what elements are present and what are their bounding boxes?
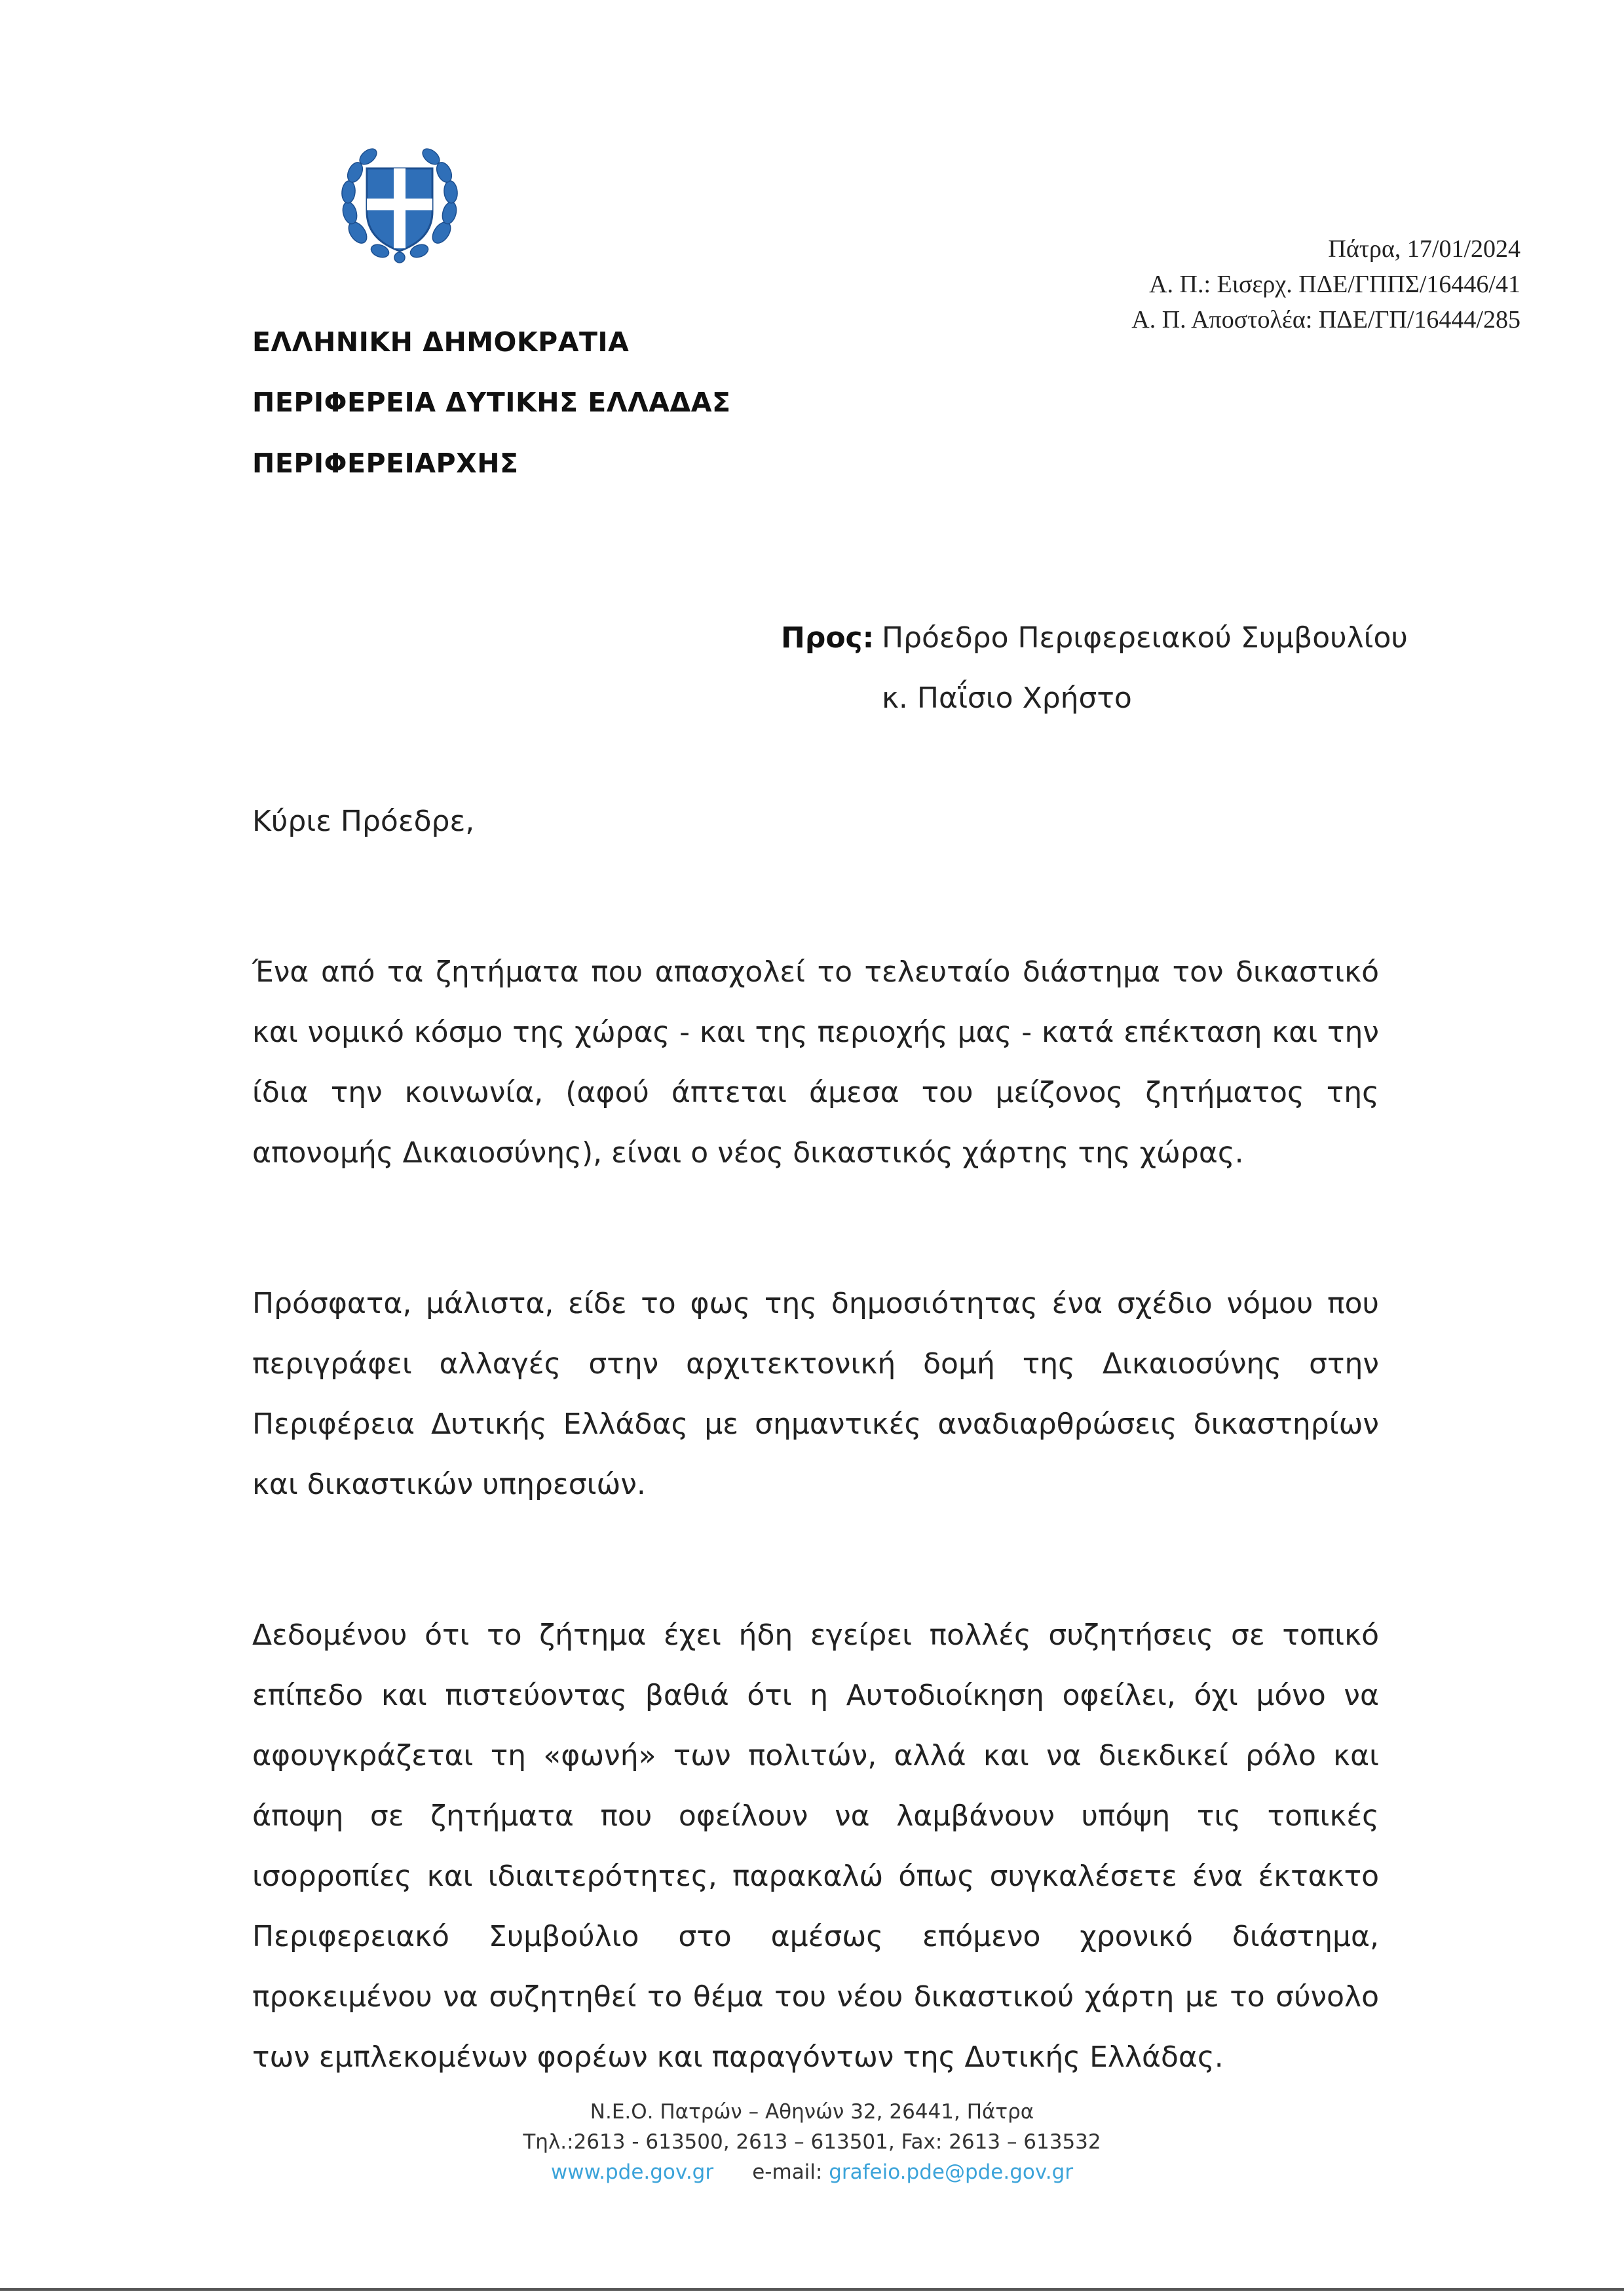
footer-address: Ν.Ε.Ο. Πατρών – Αθηνών 32, 26441, Πάτρα — [590, 2100, 1034, 2124]
recipient-title: Πρόεδρο Περιφερειακού Συμβουλίου — [882, 621, 1408, 655]
email-label: e-mail: — [752, 2160, 823, 2184]
recipient-name: κ. Παΐσιο Χρήστο — [882, 681, 1132, 715]
website-link[interactable]: www.pde.gov.gr — [550, 2160, 714, 2184]
reference-block — [1131, 231, 1520, 337]
footer-contacts — [0, 2157, 1624, 2187]
org-line-governor: ΠΕΡΙΦΕΡΕΙΑΡΧΗΣ — [252, 448, 519, 479]
salutation: Κύριε Πρόεδρε, — [252, 805, 475, 838]
body-paragraph-1: Ένα από τα ζητήματα που απασχολεί το τελευταίο διάστημα τον δικαστικό και νομικό κόσμο της χώρας - και της περιοχής μας - κατά επέκταση και την ίδια την κοινωνία, (αφού άπτεται άμεσα του μείζονος ζητήματος της απονομής Δικαιοσύνης), είναι ο νέος δικαστικός χάρτης της χώρας. — [252, 955, 1379, 1170]
protocol-incoming: Α. Π.: Εισερχ. ΠΔΕ/ΓΠΠΣ/16446/41 — [1149, 271, 1520, 298]
protocol-sender: Α. Π. Αποστολέα: ΠΔΕ/ΓΠ/16444/285 — [1131, 306, 1520, 334]
place-date: Πάτρα, 17/01/2024 — [1328, 235, 1520, 263]
recipient-label: Προς: — [781, 621, 875, 655]
bottom-divider — [0, 2288, 1624, 2291]
email-link[interactable]: grafeio.pde@pde.gov.gr — [829, 2160, 1074, 2184]
body-paragraph-3: Δεδομένου ότι το ζήτημα έχει ήδη εγείρει πολλές συζητήσεις σε τοπικό επίπεδο και πιστεύοντας βαθιά ότι η Αυτοδιοίκηση οφείλει, όχι μόνο να αφουγκράζεται τη «φωνή» των πολιτών, αλλά και να διεκδικεί ρόλο και άποψη σε ζητήματα που οφείλουν να λαμβάνουν υπόψη τις τοπικές ισορροπίες και ιδιαιτερότητες, παρακαλώ όπως συγκαλέσετε ένα έκτακτο Περιφερειακό Συμβούλιο στο αμέσως επόμενο χρονικό διάστημα, προκειμένου να συζητηθεί το θέμα του νέου δικαστικού χάρτη με το σύνολο των εμπλεκομένων φορέων και παραγόντων της Δυτικής Ελλάδας. — [252, 1618, 1379, 2074]
body-paragraph-2: Πρόσφατα, μάλιστα, είδε το φως της δημοσιότητας ένα σχέδιο νόμου που περιγράφει αλλαγές στην αρχιτεκτονική δομή της Δικαιοσύνης στην Περιφέρεια Δυτικής Ελλάδας με σημαντικές αναδιαρθρώσεις δικαστηρίων και δικαστικών υπηρεσιών. — [252, 1287, 1379, 1501]
letterhead-footer — [0, 2097, 1624, 2187]
org-line-region: ΠΕΡΙΦΕΡΕΙΑ ΔΥΤΙΚΗΣ ΕΛΛΑΔΑΣ — [252, 387, 731, 418]
greek-state-emblem-icon — [334, 134, 465, 269]
footer-phones: Τηλ.:2613 - 613500, 2613 – 613501, Fax: 2613 – 613532 — [523, 2130, 1101, 2154]
org-line-republic: ΕΛΛΗΝΙΚΗ ΔΗΜΟΚΡΑΤΙΑ — [252, 326, 630, 358]
